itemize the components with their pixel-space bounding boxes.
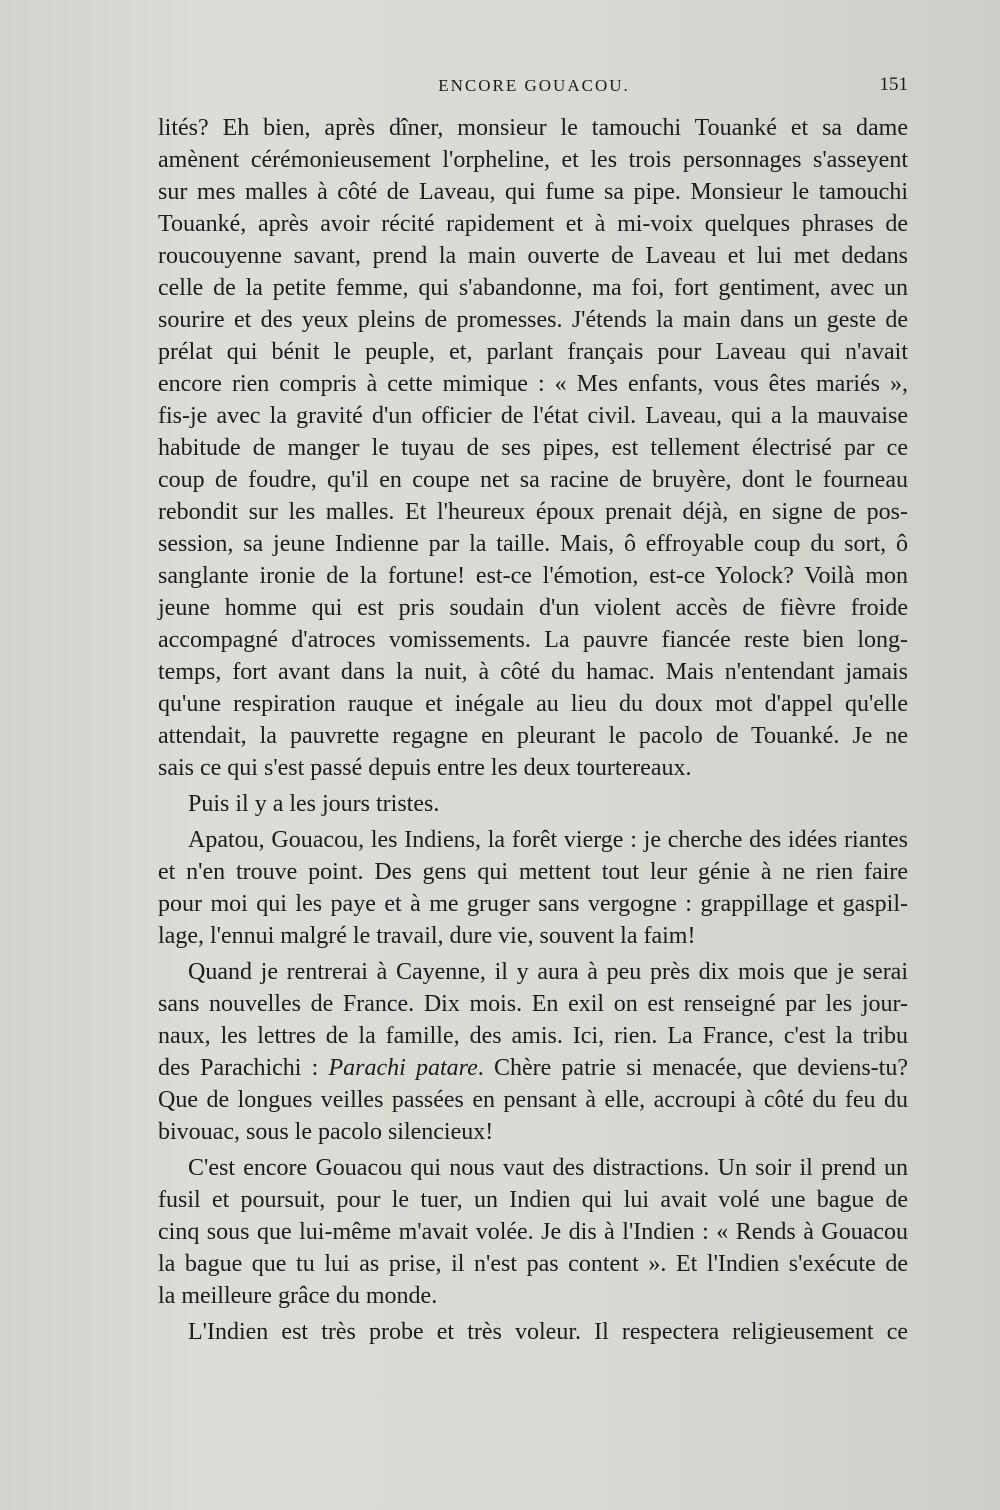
- page-number: 151: [879, 74, 908, 95]
- text-segment: des Parachichi :: [158, 1055, 329, 1081]
- text-line: fusil et poursuit, pour le tuer, un Indien qui lui avait volé une bague de: [158, 1187, 908, 1213]
- text-line: accompagné d'atroces vomissements. La pauvre fiancée reste bien long-: [158, 627, 908, 653]
- body-text: [158, 112, 908, 1348]
- text-line: temps, fort avant dans la nuit, à côté du hamac. Mais n'entendant jamais: [158, 659, 908, 685]
- text-line: la bague que tu lui as prise, il n'est pas content ». Et l'Indien s'exécute de: [158, 1251, 908, 1277]
- text-line: qu'une respiration rauque et inégale au lieu du doux mot d'appel qu'elle: [158, 691, 908, 717]
- text-line: sourire et des yeux pleins de promesses. J'étends la main dans un geste de: [158, 307, 908, 333]
- text-line: attendait, la pauvrette regagne en pleurant le pacolo de Touanké. Je ne: [158, 723, 908, 749]
- page-header: [160, 72, 908, 102]
- text-line: lage, l'ennui malgré le travail, dure vie, souvent la faim!: [158, 923, 696, 949]
- text-line: coup de foudre, qu'il en coupe net sa racine de bruyère, dont le fourneau: [158, 467, 908, 493]
- text-line: cinq sous que lui-même m'avait volée. Je dis à l'Indien : « Rends à Gouacou: [158, 1219, 908, 1245]
- text-line: celle de la petite femme, qui s'abandonne, ma foi, fort gentiment, avec un: [158, 275, 908, 301]
- text-line: session, sa jeune Indienne par la taille. Mais, ô effroyable coup du sort, ô: [158, 531, 908, 557]
- text-line: naux, les lettres de la famille, des amis. Ici, rien. La France, c'est la tribu: [158, 1023, 908, 1049]
- text-line: sais ce qui s'est passé depuis entre les deux tourtereaux.: [158, 755, 692, 781]
- text-line: sans nouvelles de France. Dix mois. En exil on est renseigné par les jour-: [158, 991, 908, 1017]
- text-line: et n'en trouve point. Des gens qui mettent tout leur génie à ne rien faire: [158, 859, 908, 885]
- text-line: fis-je avec la gravité d'un officier de l'état civil. Laveau, qui a la mauvaise: [158, 403, 908, 429]
- text-line: habitude de manger le tuyau de ses pipes, est tellement électrisé par ce: [158, 435, 908, 461]
- running-title: ENCORE GOUACOU.: [438, 76, 630, 95]
- text-line: pour moi qui les paye et à me gruger sans vergogne : grappillage et gaspil-: [158, 891, 908, 917]
- text-line: la meilleure grâce du monde.: [158, 1283, 438, 1309]
- text-line: Que de longues veilles passées en pensant à elle, accroupi à côté du feu du: [158, 1087, 908, 1113]
- text-line: encore rien compris à cette mimique : « Mes enfants, vous êtes mariés »,: [158, 371, 908, 397]
- text-line: Apatou, Gouacou, les Indiens, la forêt vierge : je cherche des idées riantes: [188, 827, 908, 853]
- text-line: roucouyenne savant, prend la main ouverte de Laveau et lui met dedans: [158, 243, 908, 269]
- text-line: prélat qui bénit le peuple, et, parlant français pour Laveau qui n'avait: [158, 339, 908, 365]
- text-line: Quand je rentrerai à Cayenne, il y aura à peu près dix mois que je serai: [188, 959, 908, 985]
- text-line: sur mes malles à côté de Laveau, qui fume sa pipe. Monsieur le tamouchi: [158, 179, 908, 205]
- text-line: Touanké, après avoir récité rapidement et à mi-voix quelques phrases de: [158, 211, 908, 237]
- text-line: [158, 1052, 908, 1084]
- italic-phrase: Parachi patare: [328, 1055, 478, 1081]
- text-line: bivouac, sous le pacolo silencieux!: [158, 1119, 494, 1145]
- text-line: Puis il y a les jours tristes.: [188, 791, 440, 817]
- text-line: C'est encore Gouacou qui nous vaut des distractions. Un soir il prend un: [188, 1155, 908, 1181]
- text-line: amènent cérémonieusement l'orpheline, et les trois personnages s'asseyent: [158, 147, 908, 173]
- text-line: sanglante ironie de la fortune! est-ce l'émotion, est-ce Yolock? Voilà mon: [158, 563, 908, 589]
- text-line: lités? Eh bien, après dîner, monsieur le tamouchi Touanké et sa dame: [158, 115, 908, 141]
- text-line: rebondit sur les malles. Et l'heureux époux prenait déjà, en signe de pos-: [158, 499, 908, 525]
- text-segment: . Chère patrie si menacée, que deviens-tu?: [477, 1055, 908, 1081]
- text-line: L'Indien est très probe et très voleur. Il respectera religieusement ce: [188, 1319, 908, 1345]
- text-line: jeune homme qui est pris soudain d'un violent accès de fièvre froide: [158, 595, 908, 621]
